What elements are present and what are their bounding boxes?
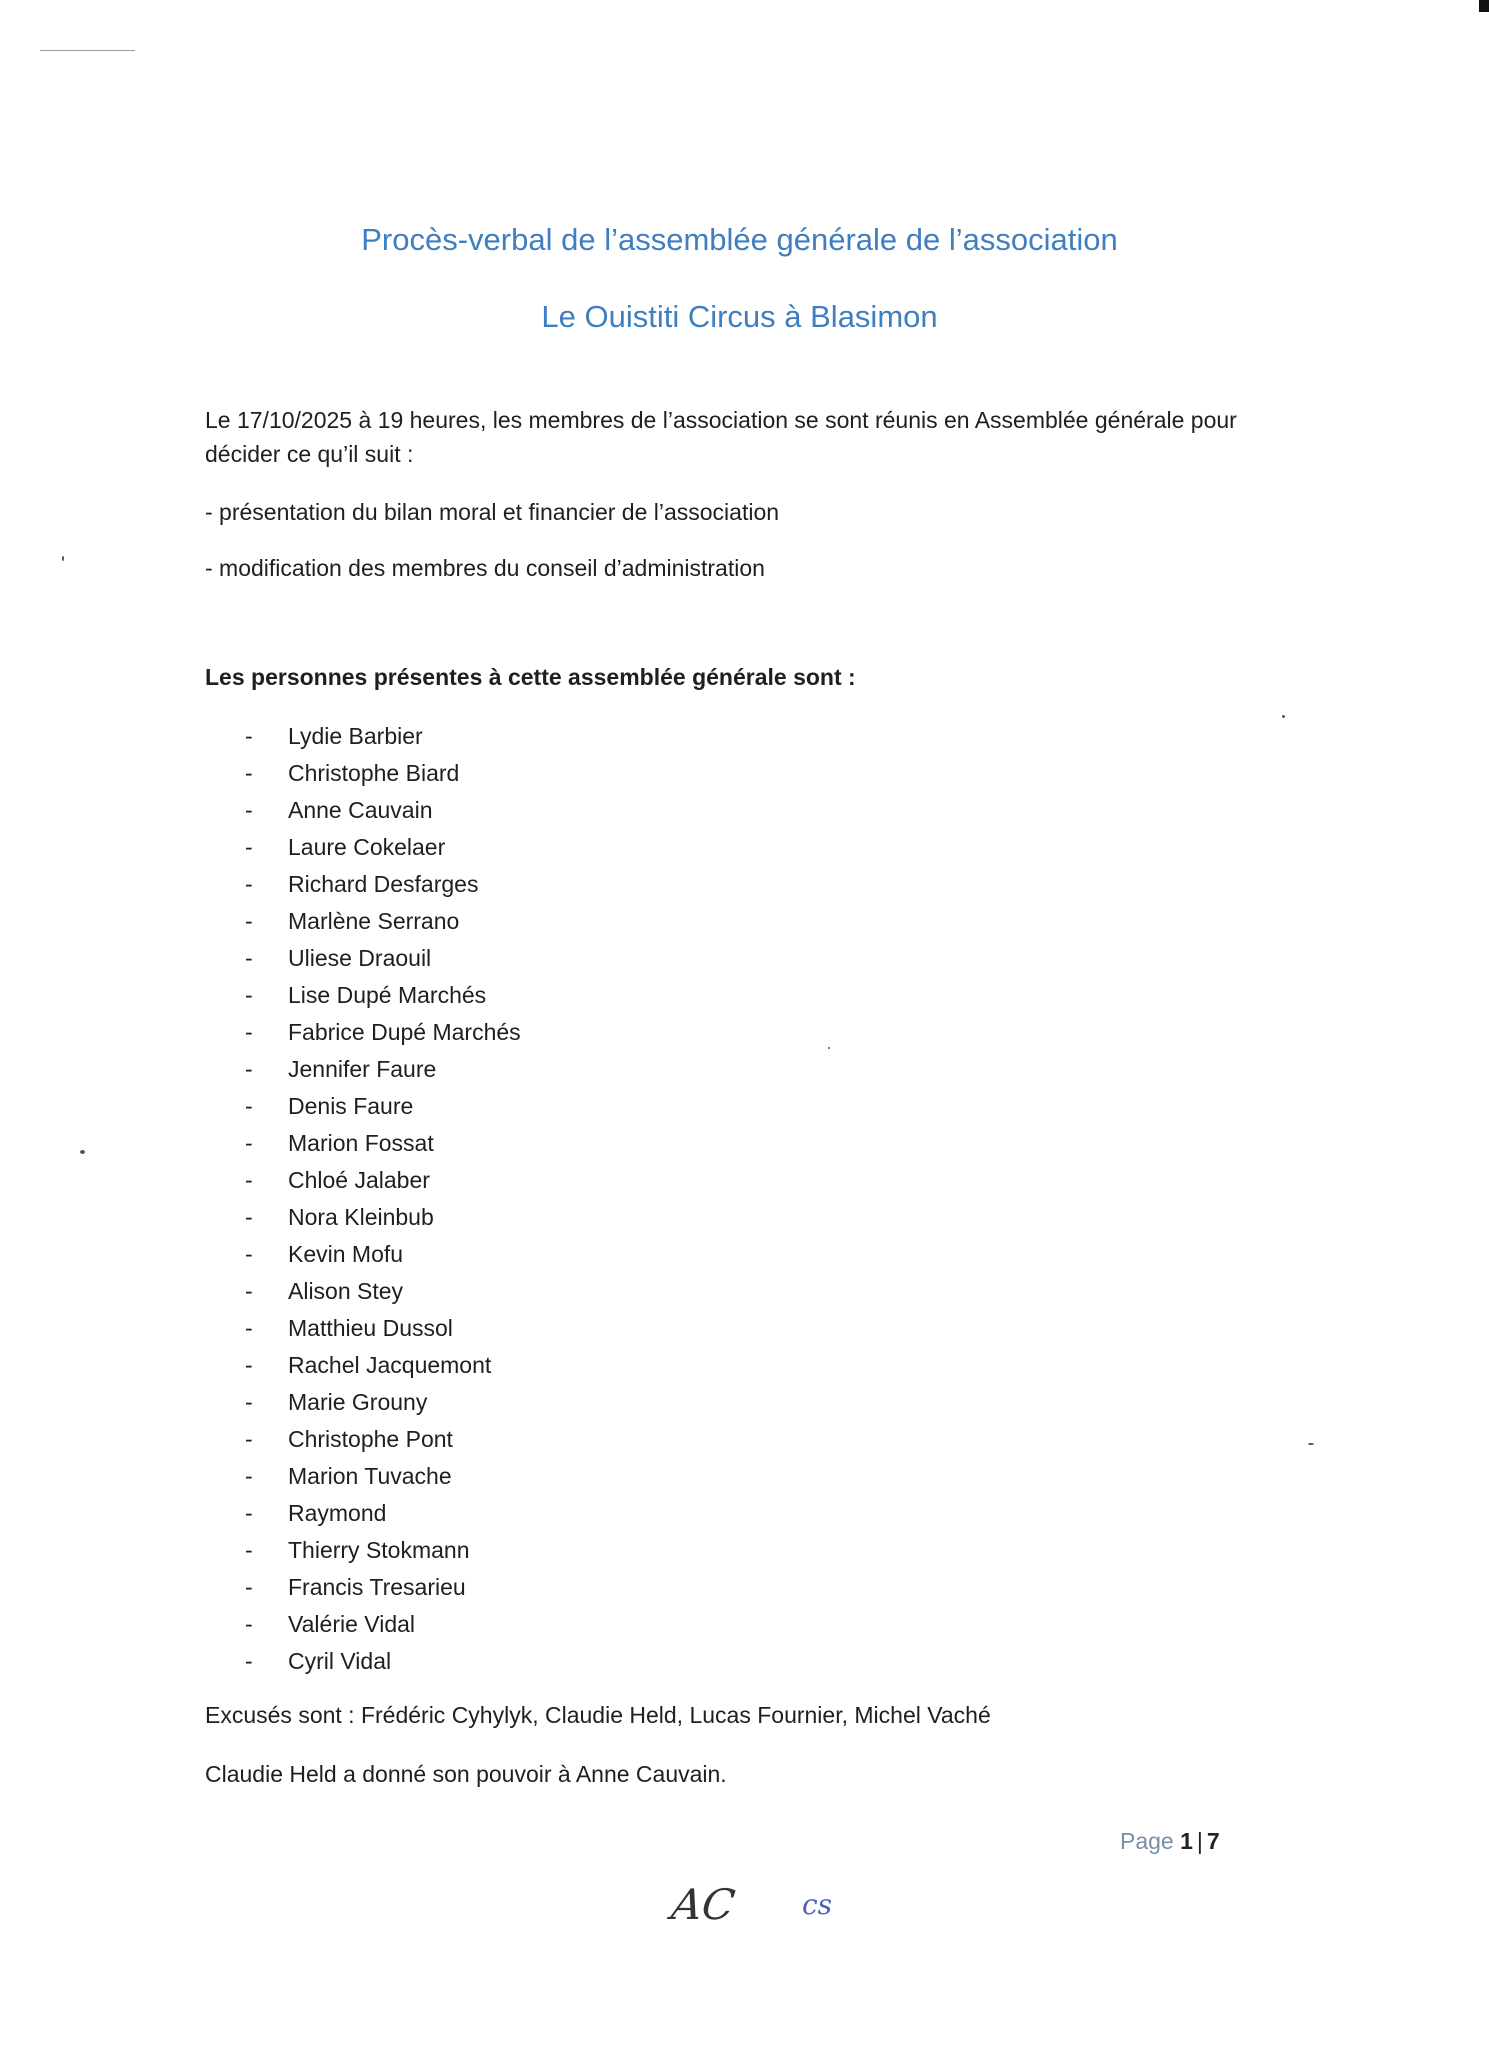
list-dash: - [245,871,253,897]
list-dash: - [245,1648,253,1674]
handwritten-initials-cs: cs [802,1888,833,1921]
list-dash: - [245,1500,253,1526]
attendee-item [245,977,521,1014]
attendee-item [245,1384,521,1421]
scan-speck [828,1047,830,1049]
list-dash: - [245,1241,253,1267]
document-title: Procès-verbal de l’assemblée générale de l’association [361,222,1118,257]
attendee-item [245,1236,521,1273]
list-dash: - [245,908,253,934]
attendee-item [245,1199,521,1236]
attendee-item [245,1421,521,1458]
attendees-heading: Les personnes présentes à cette assemblée générale sont : [205,664,856,690]
attendee-item [245,1458,521,1495]
attendee-name: Kevin Mofu [288,1241,404,1267]
list-dash: - [245,982,253,1008]
attendee-item [245,940,521,977]
attendee-name: Chloé Jalaber [288,1167,430,1193]
list-dash: - [245,945,253,971]
list-dash: - [245,1315,253,1341]
list-dash: - [245,1167,253,1193]
attendee-name: Marion Tuvache [288,1463,452,1489]
scan-speck [1308,1443,1314,1445]
attendee-name: Christophe Pont [288,1426,453,1452]
page-total: 7 [1206,1828,1220,1854]
list-dash: - [245,1426,253,1452]
attendee-name: Marie Grouny [288,1389,428,1415]
page-current: 1 [1180,1828,1193,1854]
attendee-name: Fabrice Dupé Marchés [288,1019,521,1045]
attendee-name: Laure Cokelaer [288,834,446,860]
list-dash: - [245,1352,253,1378]
list-dash: - [245,834,253,860]
agenda-item: - modification des membres du conseil d’administration [205,555,765,581]
attendee-name: Nora Kleinbub [288,1204,434,1230]
page-separator: | [1196,1828,1203,1854]
agenda-item: - présentation du bilan moral et financier de l’association [205,499,780,525]
attendee-item [245,1273,521,1310]
list-dash: - [245,1056,253,1082]
association-name: Le Ouistiti Circus à Blasimon [541,299,938,334]
attendee-item [245,1532,521,1569]
attendee-item [245,1014,521,1051]
attendee-name: Matthieu Dussol [288,1315,453,1341]
list-dash: - [245,1574,253,1600]
attendee-name: Raymond [288,1500,387,1526]
list-dash: - [245,797,253,823]
attendee-item [245,1606,521,1643]
attendee-item [245,755,521,792]
scan-corner-mark [1479,0,1489,12]
scan-speck [80,1150,85,1154]
attendee-name: Valérie Vidal [288,1611,416,1637]
attendee-item [245,1088,521,1125]
attendee-name: Rachel Jacquemont [288,1352,492,1378]
handwritten-initials-ac: AC [668,1880,738,1929]
list-dash: - [245,1463,253,1489]
attendee-item [245,1310,521,1347]
attendee-item [245,1643,521,1680]
scan-speck [62,556,64,561]
list-dash: - [245,1093,253,1119]
intro-paragraph: Le 17/10/2025 à 19 heures, les membres de l’association se sont réunis en Assemblée générale pour décider ce qu’il suit : [205,407,1237,467]
attendee-name: Marlène Serrano [288,908,460,934]
attendee-item [245,866,521,903]
attendee-name: Christophe Biard [288,760,460,786]
list-dash: - [245,1130,253,1156]
attendee-name: Alison Stey [288,1278,404,1304]
attendee-name: Jennifer Faure [288,1056,437,1082]
attendee-item [245,829,521,866]
list-dash: - [245,1611,253,1637]
attendee-name: Lydie Barbier [288,723,423,749]
list-dash: - [245,1204,253,1230]
list-dash: - [245,1537,253,1563]
list-dash: - [245,760,253,786]
attendee-name: Marion Fossat [288,1130,434,1156]
attendee-name: Lise Dupé Marchés [288,982,487,1008]
list-dash: - [245,1278,253,1304]
scan-artifact-line [40,50,135,51]
page-label: Page [1120,1828,1174,1854]
attendee-item [245,1162,521,1199]
attendee-name: Uliese Draouil [288,945,432,971]
scan-speck [1282,715,1285,718]
attendee-item [245,718,521,755]
attendees-list [245,718,521,1680]
attendee-name: Richard Desfarges [288,871,479,897]
attendee-name: Francis Tresarieu [288,1574,466,1600]
attendee-item [245,1125,521,1162]
attendee-name: Thierry Stokmann [288,1537,470,1563]
attendee-item [245,1569,521,1606]
attendee-item [245,1347,521,1384]
excused-line: Excusés sont : Frédéric Cyhylyk, Claudie Held, Lucas Fournier, Michel Vaché [205,1702,991,1728]
page-number [1120,1828,1220,1855]
list-dash: - [245,1019,253,1045]
attendee-item [245,903,521,940]
attendee-name: Anne Cauvain [288,797,433,823]
proxy-line: Claudie Held a donné son pouvoir à Anne Cauvain. [205,1761,727,1787]
attendee-item [245,1495,521,1532]
list-dash: - [245,1389,253,1415]
attendee-item [245,792,521,829]
attendee-name: Cyril Vidal [288,1648,392,1674]
list-dash: - [245,723,253,749]
attendee-item [245,1051,521,1088]
attendee-name: Denis Faure [288,1093,414,1119]
